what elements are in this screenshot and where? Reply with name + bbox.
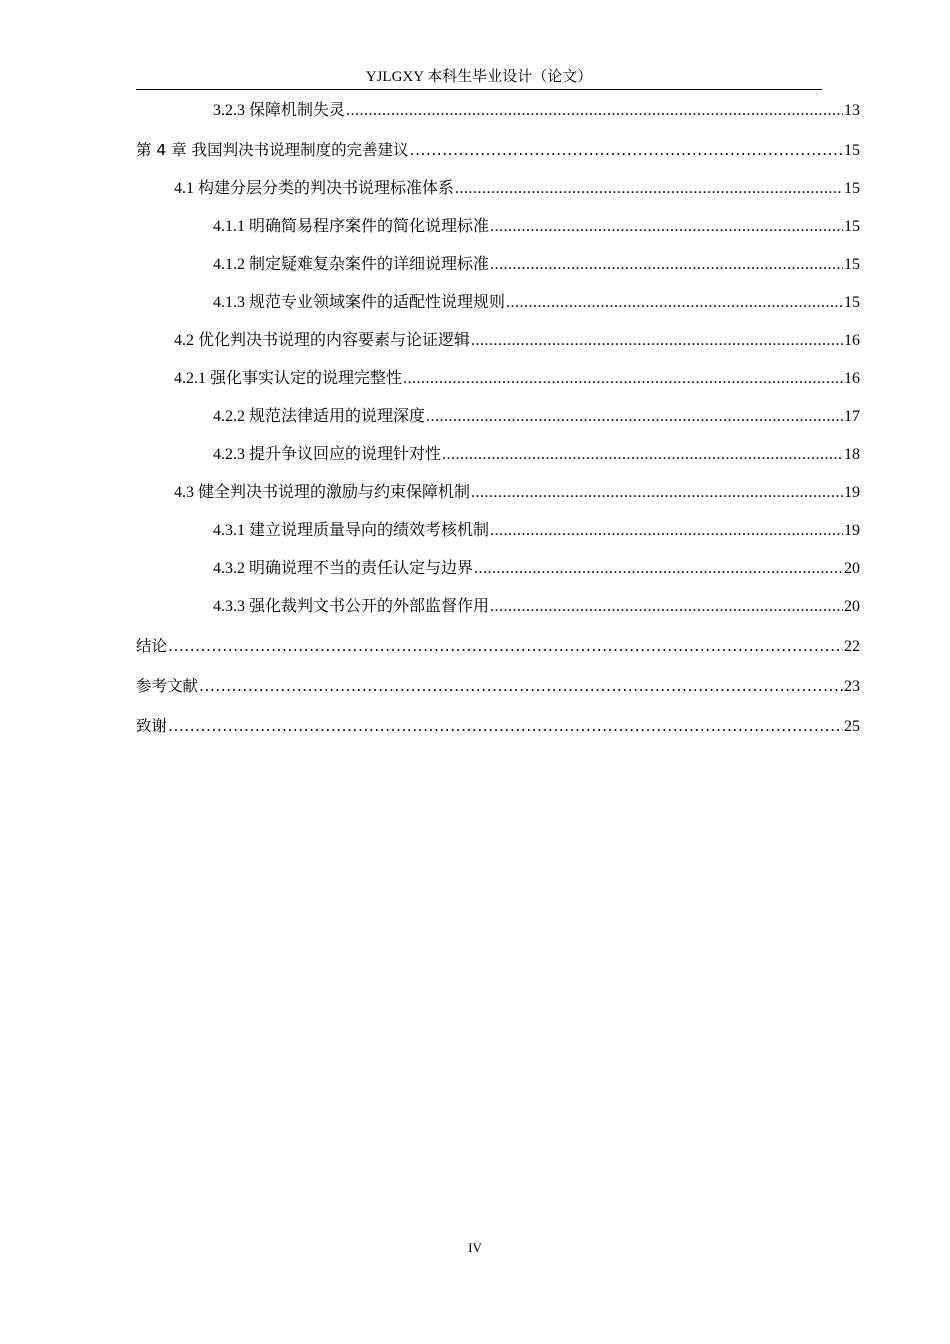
toc-entry-label: 4.2 优化判决书说理的内容要素与论证逻辑 bbox=[174, 332, 471, 349]
toc-entry-page: 16 bbox=[844, 332, 860, 349]
toc-entry-page: 15 bbox=[844, 294, 860, 311]
toc-dot-leader bbox=[506, 284, 843, 322]
toc-entry-page: 22 bbox=[844, 638, 860, 655]
toc-dot-leader bbox=[442, 436, 843, 474]
header-divider bbox=[136, 89, 822, 90]
toc-entry[interactable] bbox=[136, 550, 860, 588]
toc-entry[interactable] bbox=[136, 588, 860, 626]
toc-entry-page: 15 bbox=[844, 256, 860, 273]
toc-entry-page: 17 bbox=[844, 408, 860, 425]
toc-dot-leader bbox=[474, 550, 843, 588]
toc-entry-page: 18 bbox=[844, 446, 860, 463]
toc-dot-leader bbox=[426, 398, 843, 436]
toc-entry[interactable] bbox=[136, 398, 860, 436]
toc-entry-page: 20 bbox=[844, 560, 860, 577]
toc-entry-page: 23 bbox=[844, 678, 860, 695]
toc-entry-label: 4.1 构建分层分类的判决书说理标准体系 bbox=[174, 180, 455, 197]
page-header: YJLGXY 本科生毕业设计（论文） bbox=[365, 69, 593, 85]
toc-dot-leader bbox=[199, 666, 843, 706]
toc-entry[interactable] bbox=[136, 284, 860, 322]
toc-entry[interactable] bbox=[136, 208, 860, 246]
toc-entry-page: 15 bbox=[844, 142, 860, 159]
toc-entry-label: 4.2.2 规范法律适用的说理深度 bbox=[213, 408, 426, 425]
toc-entry[interactable] bbox=[136, 170, 860, 208]
toc-dot-leader bbox=[168, 626, 843, 666]
toc-entry-label: 4.3.1 建立说理质量导向的绩效考核机制 bbox=[213, 522, 490, 539]
toc-entry[interactable] bbox=[136, 322, 860, 360]
toc-entry[interactable] bbox=[136, 626, 860, 666]
toc-entry-label: 4.3.2 明确说理不当的责任认定与边界 bbox=[213, 560, 474, 577]
toc-dot-leader bbox=[346, 92, 843, 130]
toc-entry-page: 15 bbox=[844, 180, 860, 197]
toc-entry[interactable] bbox=[136, 130, 860, 170]
toc-dot-leader bbox=[471, 322, 843, 360]
toc-entry-page: 19 bbox=[844, 484, 860, 501]
toc-entry-page: 25 bbox=[844, 718, 860, 735]
toc-entry-page: 20 bbox=[844, 598, 860, 615]
toc-entry[interactable] bbox=[136, 246, 860, 284]
toc-entry[interactable] bbox=[136, 474, 860, 512]
toc-entry-label: 致谢 bbox=[136, 717, 168, 735]
toc-dot-leader bbox=[168, 706, 843, 746]
toc-entry-label: 第 4 章 我国判决书说理制度的完善建议 bbox=[136, 141, 409, 159]
toc-entry[interactable] bbox=[136, 706, 860, 746]
toc-dot-leader bbox=[471, 474, 843, 512]
toc-dot-leader bbox=[455, 170, 843, 208]
toc-entry-label: 4.2.1 强化事实认定的说理完整性 bbox=[174, 370, 403, 387]
toc-entry[interactable] bbox=[136, 666, 860, 706]
toc-entry[interactable] bbox=[136, 92, 860, 130]
table-of-contents bbox=[136, 92, 860, 746]
toc-dot-leader bbox=[403, 360, 843, 398]
toc-entry-page: 19 bbox=[844, 522, 860, 539]
toc-entry-page: 13 bbox=[844, 102, 860, 119]
toc-entry-page: 16 bbox=[844, 370, 860, 387]
toc-entry[interactable] bbox=[136, 360, 860, 398]
toc-dot-leader bbox=[410, 130, 843, 170]
toc-entry-label: 4.1.2 制定疑难复杂案件的详细说理标准 bbox=[213, 256, 490, 273]
toc-entry-label: 4.3 健全判决书说理的激励与约束保障机制 bbox=[174, 484, 471, 501]
toc-entry[interactable] bbox=[136, 512, 860, 550]
toc-dot-leader bbox=[490, 512, 843, 550]
toc-entry[interactable] bbox=[136, 436, 860, 474]
toc-entry-label: 4.1.1 明确简易程序案件的简化说理标准 bbox=[213, 218, 490, 235]
toc-dot-leader bbox=[490, 246, 843, 284]
toc-entry-label: 结论 bbox=[136, 637, 168, 655]
toc-entry-page: 15 bbox=[844, 218, 860, 235]
toc-entry-label: 4.2.3 提升争议回应的说理针对性 bbox=[213, 446, 442, 463]
toc-dot-leader bbox=[490, 208, 843, 246]
toc-entry-label: 3.2.3 保障机制失灵 bbox=[213, 102, 346, 119]
page-number: IV bbox=[468, 1240, 482, 1255]
toc-entry-label: 参考文献 bbox=[136, 677, 199, 695]
toc-entry-label: 4.3.3 强化裁判文书公开的外部监督作用 bbox=[213, 598, 490, 615]
toc-entry-label: 4.1.3 规范专业领域案件的适配性说理规则 bbox=[213, 294, 506, 311]
toc-dot-leader bbox=[490, 588, 843, 626]
